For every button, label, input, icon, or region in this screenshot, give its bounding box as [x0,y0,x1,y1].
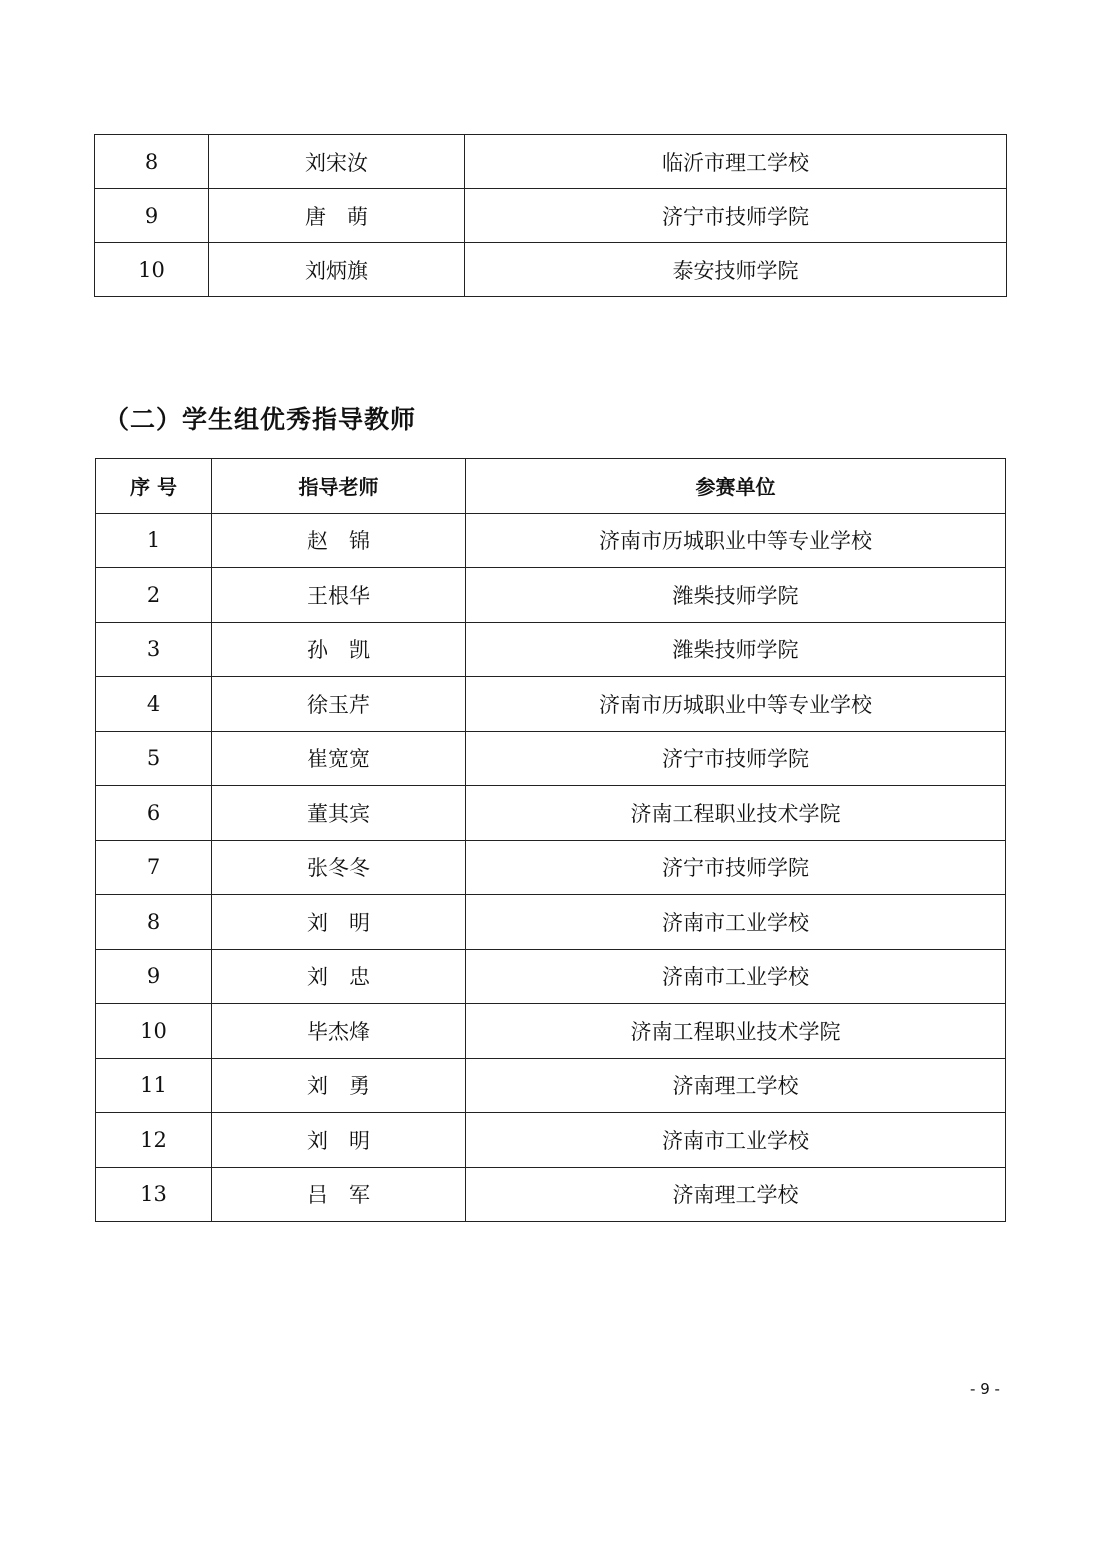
unit-cell: 济南理工学校 [466,1167,1006,1222]
row-number-cell: 8 [96,895,212,950]
teacher-name-cell: 赵 锦 [212,513,466,568]
row-number-cell: 9 [96,949,212,1004]
teacher-name-cell: 张冬冬 [212,840,466,895]
unit-cell: 济宁市技师学院 [465,189,1007,243]
unit-cell: 泰安技师学院 [465,243,1007,297]
row-number-cell: 10 [96,1004,212,1059]
name-cell: 唐 萌 [209,189,465,243]
teacher-name-cell: 刘 明 [212,1113,466,1168]
instructor-table-header [96,459,1006,514]
row-number-cell: 10 [95,243,209,297]
table-row [96,949,1006,1004]
header-row [96,459,1006,514]
table-row [96,731,1006,786]
name-cell: 刘炳旗 [209,243,465,297]
row-number-cell: 11 [96,1058,212,1113]
row-number-cell: 7 [96,840,212,895]
teacher-name-cell: 刘 勇 [212,1058,466,1113]
table-row [96,1004,1006,1059]
unit-cell: 济南市工业学校 [466,949,1006,1004]
teacher-name-cell: 徐玉芹 [212,677,466,732]
unit-cell: 潍柴技师学院 [466,568,1006,623]
unit-cell: 济南工程职业技术学院 [466,1004,1006,1059]
table-row [95,189,1007,243]
header-teacher: 指导老师 [212,459,466,514]
header-number: 序 号 [96,459,212,514]
continued-results-table [94,134,1007,297]
teacher-name-cell: 刘 明 [212,895,466,950]
unit-cell: 济南工程职业技术学院 [466,786,1006,841]
table-row [96,1058,1006,1113]
teacher-name-cell: 崔宽宽 [212,731,466,786]
header-unit: 参赛单位 [466,459,1006,514]
row-number-cell: 13 [96,1167,212,1222]
unit-cell: 潍柴技师学院 [466,622,1006,677]
table-row [96,1167,1006,1222]
table-row [96,840,1006,895]
row-number-cell: 6 [96,786,212,841]
table-row [95,243,1007,297]
teacher-name-cell: 董其宾 [212,786,466,841]
table-row [96,895,1006,950]
teacher-name-cell: 吕 军 [212,1167,466,1222]
table-row [96,677,1006,732]
row-number-cell: 5 [96,731,212,786]
instructor-table [95,458,1006,1222]
unit-cell: 济南市工业学校 [466,895,1006,950]
table-row [96,513,1006,568]
row-number-cell: 12 [96,1113,212,1168]
table-row [96,568,1006,623]
section-heading: （二）学生组优秀指导教师 [104,405,417,434]
unit-cell: 济南市历城职业中等专业学校 [466,677,1006,732]
continued-results-table-body [95,135,1007,297]
table-row [96,786,1006,841]
teacher-name-cell: 孙 凯 [212,622,466,677]
teacher-name-cell: 刘 忠 [212,949,466,1004]
unit-cell: 济宁市技师学院 [466,840,1006,895]
instructor-table-body [96,513,1006,1222]
page-number: - 9 - [970,1380,1000,1398]
table-row [95,135,1007,189]
row-number-cell: 4 [96,677,212,732]
row-number-cell: 3 [96,622,212,677]
unit-cell: 济南市历城职业中等专业学校 [466,513,1006,568]
row-number-cell: 1 [96,513,212,568]
name-cell: 刘宋汝 [209,135,465,189]
unit-cell: 济南理工学校 [466,1058,1006,1113]
teacher-name-cell: 王根华 [212,568,466,623]
unit-cell: 济南市工业学校 [466,1113,1006,1168]
table-row [96,622,1006,677]
row-number-cell: 9 [95,189,209,243]
unit-cell: 济宁市技师学院 [466,731,1006,786]
table-row [96,1113,1006,1168]
row-number-cell: 2 [96,568,212,623]
row-number-cell: 8 [95,135,209,189]
teacher-name-cell: 毕杰烽 [212,1004,466,1059]
unit-cell: 临沂市理工学校 [465,135,1007,189]
